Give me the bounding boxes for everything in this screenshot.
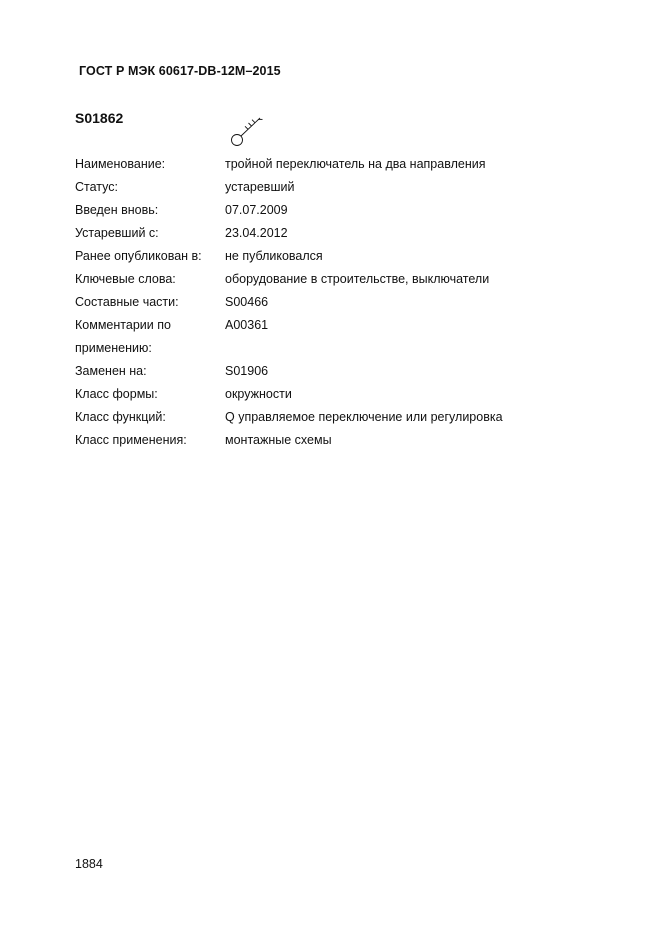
property-row <box>75 245 595 268</box>
switch-tick-3 <box>252 120 255 123</box>
property-row <box>75 291 595 314</box>
property-row <box>75 176 595 199</box>
property-value: S00466 <box>225 295 269 309</box>
property-label: Комментарии по <box>75 318 171 332</box>
property-label: Класс функций: <box>75 410 166 424</box>
property-row <box>75 268 595 291</box>
property-label: Составные части: <box>75 295 179 309</box>
property-row <box>75 153 595 176</box>
property-label: Класс формы: <box>75 387 158 401</box>
property-row <box>75 406 595 429</box>
three-way-switch-symbol-icon <box>220 110 270 155</box>
property-value: монтажные схемы <box>225 433 332 447</box>
property-value: устаревший <box>225 180 295 194</box>
switch-lever <box>241 118 260 136</box>
symbol-id: S01862 <box>75 110 124 126</box>
property-label: Ключевые слова: <box>75 272 176 286</box>
property-value: S01906 <box>225 364 269 378</box>
property-label: Класс применения: <box>75 433 187 447</box>
property-value: 07.07.2009 <box>225 203 288 217</box>
page-number: 1884 <box>75 857 103 871</box>
property-label: Заменен на: <box>75 364 147 378</box>
property-value: A00361 <box>225 318 269 332</box>
property-value <box>225 337 595 360</box>
switch-tick-1 <box>245 126 248 129</box>
property-label: Введен вновь: <box>75 203 159 217</box>
property-row <box>75 383 595 406</box>
property-value: оборудование в строительстве, выключатели <box>225 272 490 286</box>
property-label: Наименование: <box>75 157 166 171</box>
property-label: применению: <box>75 341 152 355</box>
property-value: не публиковался <box>225 249 323 263</box>
property-row <box>75 429 595 452</box>
property-row <box>75 222 595 245</box>
property-value: окружности <box>225 387 292 401</box>
property-row <box>75 337 595 360</box>
property-value: тройной переключатель на два направления <box>225 157 486 171</box>
switch-tick-2 <box>249 123 252 126</box>
property-label: Устаревший с: <box>75 226 159 240</box>
property-row <box>75 360 595 383</box>
property-row <box>75 199 595 222</box>
document-header: ГОСТ Р МЭК 60617-DB-12M–2015 <box>79 64 281 78</box>
property-value: 23.04.2012 <box>225 226 288 240</box>
property-value: Q управляемое переключение или регулировка <box>225 410 503 424</box>
property-row <box>75 314 595 337</box>
property-label: Статус: <box>75 180 118 194</box>
property-label: Ранее опубликован в: <box>75 249 202 263</box>
properties-table <box>75 153 595 452</box>
switch-circle <box>232 135 243 146</box>
